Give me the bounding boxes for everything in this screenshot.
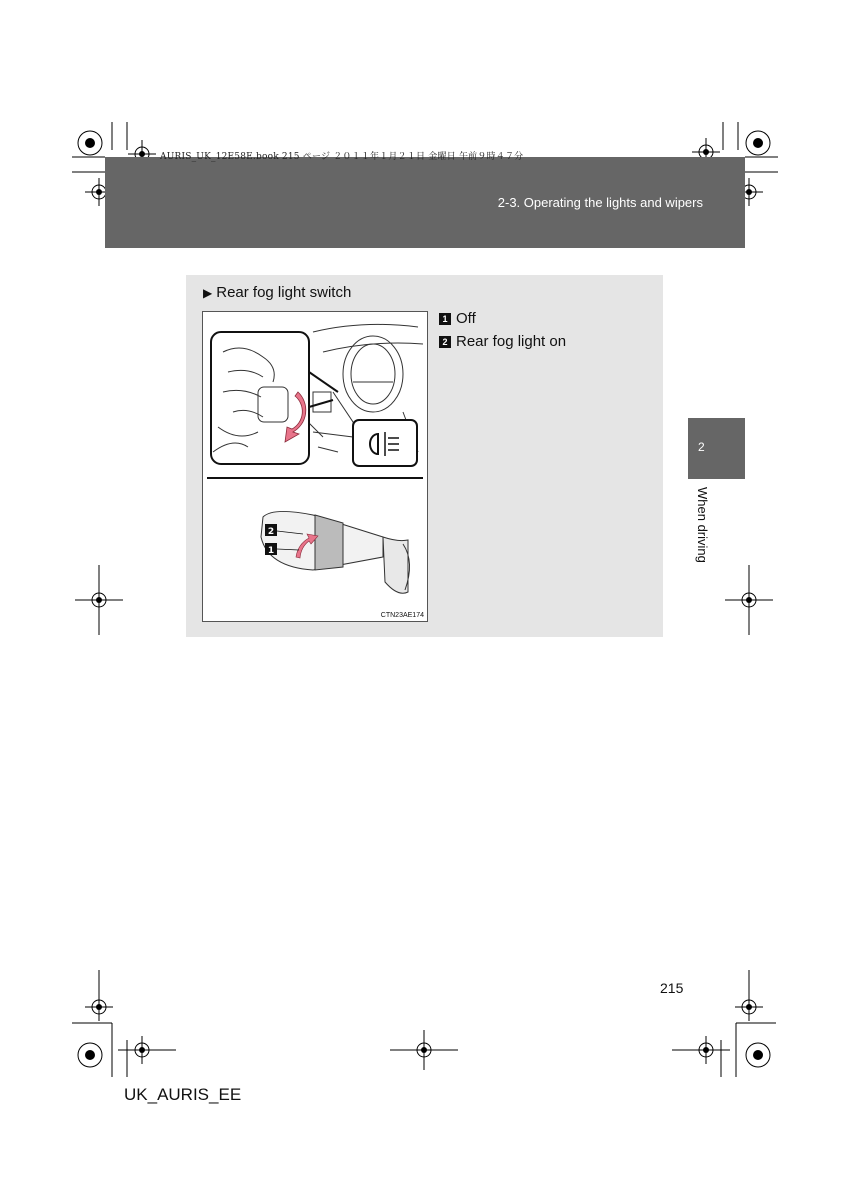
callout-label: Rear fog light on	[456, 333, 567, 350]
chapter-label: When driving	[695, 487, 710, 563]
svg-text:2: 2	[267, 527, 275, 537]
fog-switch-illustration	[203, 312, 427, 621]
svg-text:1: 1	[267, 546, 275, 556]
panel-heading-text: Rear fog light switch	[216, 284, 352, 301]
figure-code: CTN23AE174	[380, 612, 424, 619]
callout-number-box: 1	[439, 313, 451, 325]
callout-label: Off	[456, 310, 476, 327]
callout-number-box: 2	[439, 336, 451, 348]
panel-heading	[203, 284, 351, 301]
page-number: 215	[660, 980, 684, 996]
callout-rear-fog-on	[439, 333, 566, 350]
illustration-figure	[202, 311, 428, 622]
chapter-tab	[688, 418, 745, 479]
section-title: 2-3. Operating the lights and wipers	[497, 195, 703, 210]
triangle-bullet-icon: ▶	[203, 286, 213, 300]
chapter-number: 2	[698, 440, 705, 454]
print-info-line: AURIS_UK_12E58E.book 215 ページ ２０１１年１月２１日 金曜日 午前９時４７分	[160, 152, 524, 162]
callout-off	[439, 310, 476, 327]
footer-code: UK_AURIS_EE	[124, 1085, 242, 1104]
